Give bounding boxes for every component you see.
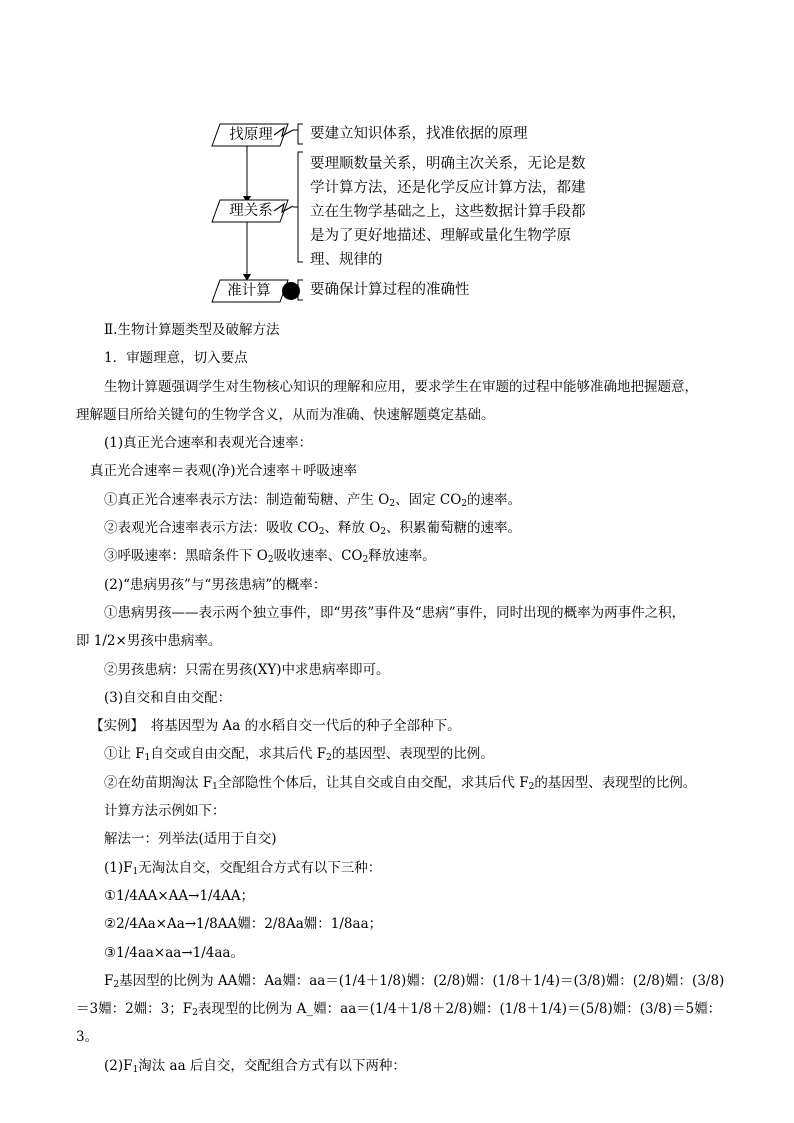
text-span: ＝3婣：2婣：3；F [76, 1001, 193, 1018]
text-line: 即 1/2×男孩中患病率。 [76, 633, 222, 650]
subscript: 1 [132, 1064, 139, 1075]
subscript: 1 [144, 753, 151, 764]
step-label-2: 理关系 [229, 203, 273, 219]
item-heading: 1．审题理意，切入要点 [104, 350, 248, 367]
text-span: 吸收速率、CO [273, 548, 363, 565]
sub-heading: (1)真正光合速率和表观光合速率： [104, 435, 313, 452]
text-span: ②表观光合速率表示方法：吸收 CO [104, 520, 319, 537]
text-span: 的速率。 [467, 491, 522, 508]
step-desc-line: 要理顺数量关系，明确主次关系，无论是数 [310, 156, 586, 172]
formula-line: 真正光合速率＝表观(净)光合速率＋呼吸速率 [90, 463, 358, 480]
subscript: 2 [318, 527, 325, 538]
subscript: 2 [192, 1008, 198, 1019]
text-line [90, 486, 720, 514]
step-desc-line: 理、规律的 [310, 252, 383, 268]
text-span: 、积累葡萄糖的速率。 [386, 520, 522, 537]
step-label-3: 准计算 [227, 283, 271, 299]
text-line [90, 542, 720, 570]
text-line [90, 854, 720, 882]
example-line: 【实例】 将基因型为 Aa 的水稻自交一代后的种子全部种下。 [90, 718, 461, 735]
text-span: 、释放 O [324, 520, 381, 537]
subscript: 2 [380, 527, 387, 538]
subscript: 1 [212, 781, 218, 792]
text-span: 释放速率。 [368, 548, 436, 565]
subscript: 1 [132, 866, 139, 877]
text-line [90, 769, 720, 797]
sub-heading: (2)“患病男孩”与“男孩患病”的概率： [104, 576, 327, 593]
text-span: F [104, 972, 114, 989]
text-line [90, 967, 725, 995]
text-span: 表现型的比例为 A_婣：aa＝(1/4＋1/8＋2/8)婣：(1/8＋1/4)＝(5/8)婣：(3/8)＝5婣： [197, 1001, 722, 1018]
subscript: 2 [461, 498, 468, 509]
text-line: 计算方法示例如下： [104, 803, 226, 820]
text-span: 的基因型、表现型的比例。 [331, 746, 494, 763]
body-text [76, 316, 725, 1080]
text-span: ③呼吸速率：黑暗条件下 O [104, 548, 268, 565]
step-desc-line: 立在生物学基础之上，这些数据计算手段都 [310, 204, 586, 220]
text-line: ②男孩患病：只需在男孩(XY)中求患病率即可。 [104, 661, 390, 678]
step-desc-1: 要建立知识体系，找准依据的原理 [310, 126, 528, 142]
subscript: 2 [113, 979, 120, 990]
text-line: ①1/4AA×AA→1/4AA； [104, 887, 255, 904]
text-line: 3。 [76, 1029, 99, 1046]
subscript: 2 [267, 555, 274, 566]
subscript: 2 [528, 781, 535, 792]
text-span: 的基因型、表现型的比例。 [534, 774, 697, 791]
text-line: ③1/4aa×aa→1/4aa。 [104, 944, 244, 961]
text-span: 基因型的比例为 AA婣：Aa婣：aa＝(1/4＋1/8)婣：(2/8)婣：(1/8＋1/4)＝(3/8)婣：(2/8)婣：(3/8) [119, 972, 725, 989]
bracket [298, 124, 303, 144]
text-span: ①让 F [104, 746, 145, 763]
subscript: 2 [326, 753, 332, 764]
step-desc-line: 学计算方法，还是化学反应计算方法，都建 [310, 180, 586, 196]
text-span: ②在幼苗期淘汰 F [104, 774, 213, 791]
text-span: 自交或自由交配，求其后代 F [150, 746, 327, 763]
half-circle-icon [282, 282, 300, 300]
step-desc-line: 是为了更好地描述、理解或量化生物学原 [310, 228, 571, 244]
step-desc-2 [310, 152, 610, 272]
text-span: ①真正光合速率表示方法：制造葡萄糖、产生 O [104, 491, 390, 508]
text-line: ①患病男孩——表示两个独立事件，即“男孩”事件及“患病”事件，同时出现的概率为两事件之积， [104, 604, 686, 621]
text-span: 淘汰 aa 后自交，交配组合方式有以下两种： [138, 1057, 406, 1074]
text-line [90, 514, 720, 542]
subscript: 2 [389, 498, 396, 509]
subscript: 2 [362, 555, 369, 566]
step-desc-3: 要确保计算过程的准确性 [310, 282, 470, 298]
text-span: 无淘汰自交，交配组合方式有以下三种： [138, 859, 382, 876]
text-span: (2)F [104, 1057, 133, 1074]
text-line [90, 1052, 720, 1080]
step-label-1: 找原理 [229, 127, 273, 143]
text-line: ②2/4Aa×Aa→1/8AA婣：2/8Aa婣：1/8aa； [104, 916, 383, 933]
text-span: 、固定 CO [395, 491, 462, 508]
sub-heading: (3)自交和自由交配： [104, 689, 232, 706]
text-line [76, 995, 720, 1023]
text-line: 解法一：列举法(适用于自交) [104, 831, 277, 848]
paragraph-line: 生物计算题强调学生对生物核心知识的理解和应用，要求学生在审题的过程中能够准确地把握题意， [104, 378, 698, 395]
bracket [298, 152, 303, 262]
section-title: Ⅱ.生物计算题类型及破解方法 [104, 322, 280, 338]
text-line [90, 740, 720, 768]
text-span: 全部隐性个体后，让其自交或自由交配，求其后代 F [217, 774, 529, 791]
paragraph-line: 理解题目所给关键句的生物学含义，从而为准确、快速解题奠定基础。 [76, 406, 495, 423]
text-span: (1)F [104, 859, 133, 876]
